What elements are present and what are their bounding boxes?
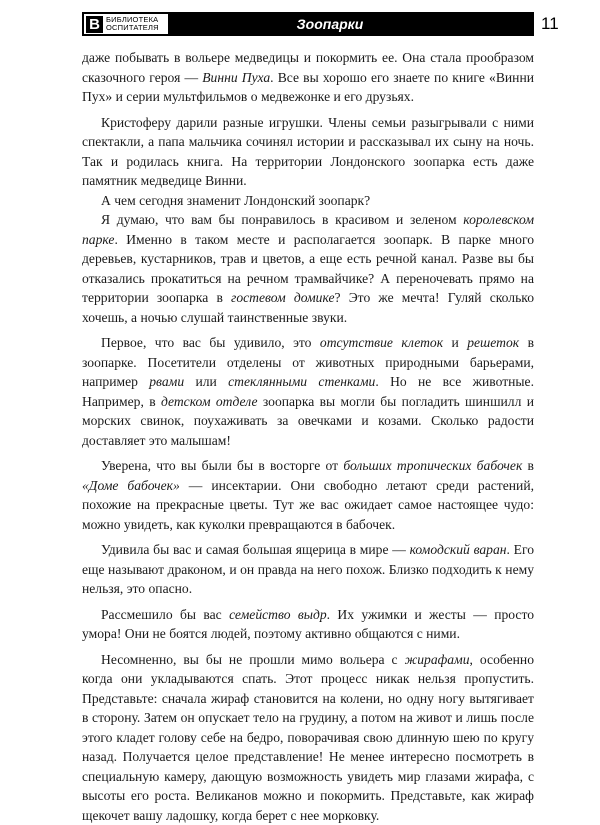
paragraph	[82, 210, 534, 327]
text-run: Я думаю, что вам бы понравилось в красивом и зеленом	[101, 212, 463, 227]
text-run: А чем сегодня знаменит Лондонский зоопарк?	[101, 193, 370, 208]
logo-line-2: ОСПИТАТЕЛЯ	[106, 24, 159, 32]
text-run: . Именно в таком месте и располагается зоопарк. В парке много деревьев, кустарников, трав и цветов, а еще есть речной канал. Разве вы бы отказались прокатиться на речном трамвайчике? А переночевать прямо на территории зоопарка в	[82, 232, 534, 306]
emphasis-text: рвами	[149, 374, 184, 389]
running-header	[82, 12, 534, 36]
text-run: , особенно когда они укладываются спать. Этот процесс никак нельзя пропустить. Представьте: сначала жираф становится на колени, но одну ногу вытягивает в сторону. Затем он опускает тело на грудину, а потом на живот и лишь после этого кладет голову себе на бедро, поворачивая свою длинную шею по кругу назад. Получается целое представление! Не менее интересно посмотреть в специальную камеру, дающую возможность увидеть мир глазами жирафа, с высоты его роста. Великанов можно и покормить. Представьте, как жираф щекочет вашу ладошку, когда берет с нее морковку.	[82, 652, 534, 823]
text-run: Несомненно, вы бы не прошли мимо вольера с	[101, 652, 405, 667]
logo-text	[106, 16, 159, 32]
paragraph	[82, 650, 534, 825]
text-run: . Все вы хорошо его знаете по книге «Винни Пух» и серии мультфильмов о медвежонке и его друзьях.	[82, 70, 534, 105]
emphasis-text: «Доме бабочек»	[82, 478, 180, 493]
chapter-title: Зоопарки	[168, 14, 532, 34]
text-run: и	[443, 335, 467, 350]
emphasis-text: отсутствие клеток	[320, 335, 443, 350]
paragraph	[82, 113, 534, 191]
text-run: в зоопарке. Посетители отделены от животных природными барьерами, например	[82, 335, 534, 389]
text-run: . Но не все животные. Например, в	[82, 374, 534, 409]
emphasis-text: детском отделе	[161, 394, 258, 409]
logo-line-1: БИБЛИОТЕКА	[106, 16, 159, 24]
text-run: — инсектарии. Они свободно летают среди растений, похожие на прекрасные цветы. Тут же вас ожидает самое настоящее чудо: можно увидеть, как куколки превращаются в бабочек.	[82, 478, 534, 532]
series-logo	[84, 14, 168, 34]
text-run: зоопарка вы могли бы погладить шиншилл и морских свинок, поухаживать за овечками и козами. Сколько радости доставляет это малышам!	[82, 394, 534, 448]
page-number: 11	[541, 14, 559, 34]
emphasis-text: стеклянными стенками	[228, 374, 375, 389]
paragraph	[82, 605, 534, 644]
emphasis-text: жирафами	[405, 652, 470, 667]
text-run: Удивила бы вас и самая большая ящерица в мире —	[101, 542, 410, 557]
emphasis-text: решеток	[467, 335, 519, 350]
emphasis-text: больших тропических бабочек	[343, 458, 522, 473]
paragraph	[82, 456, 534, 534]
paragraph	[82, 191, 534, 211]
text-run: Первое, что вас бы удивило, это	[101, 335, 320, 350]
text-run: или	[184, 374, 228, 389]
text-run: в	[522, 458, 534, 473]
paragraph	[82, 333, 534, 450]
emphasis-text: семейство выдр	[229, 607, 327, 622]
text-run: . Его еще называют драконом, и он правда на него похож. Близко подходить к нему нельзя, это опасно.	[82, 542, 534, 596]
logo-letter: В	[86, 16, 103, 33]
text-run: Рассмешило бы вас	[101, 607, 229, 622]
emphasis-text: комодский варан	[410, 542, 507, 557]
paragraph	[82, 48, 534, 107]
paragraph	[82, 540, 534, 599]
text-run: ? Это же мечта! Гуляй сколько хочешь, а ночью слушай таинственные звуки.	[82, 290, 534, 325]
body-text	[82, 48, 534, 825]
text-run: Кристоферу дарили разные игрушки. Члены семьи разыгрывали с ними спектакли, а папа мальчика сочинял истории и рассказывал их сыну на ночь. Так и родилась книга. На территории Лондонского зоопарка есть даже памятник медведице Винни.	[82, 115, 534, 189]
text-run: даже побывать в вольере медведицы и покормить ее. Она стала прообразом сказочного героя —	[82, 50, 534, 85]
text-run: . Их ужимки и жесты — просто умора! Они не боятся людей, поэтому активно общаются с ними.	[82, 607, 534, 642]
emphasis-text: гостевом домике	[231, 290, 335, 305]
text-run: Уверена, что вы были бы в восторге от	[101, 458, 343, 473]
emphasis-text: Винни Пуха	[202, 70, 270, 85]
emphasis-text: королевском парке	[82, 212, 534, 247]
